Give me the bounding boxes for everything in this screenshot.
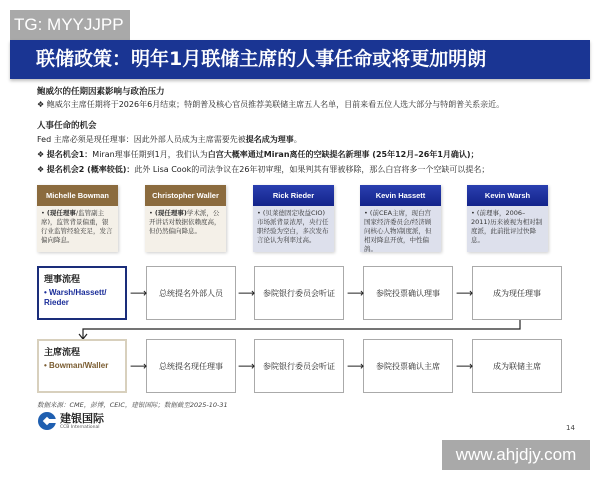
arrow-right-icon: ⟶ bbox=[456, 359, 474, 373]
candidate-card-bowman bbox=[37, 185, 118, 252]
diamond-bullet-icon: ❖ bbox=[37, 100, 47, 109]
flow1-step: 参院银行委员会听证 bbox=[254, 266, 344, 320]
flow-title: 主席流程 bbox=[44, 348, 81, 358]
flow-title: 理事流程 bbox=[44, 275, 81, 285]
source-note: 数据来源：CME，彭博，CEIC，建银国际；数据截至2025-10-31 bbox=[37, 401, 228, 409]
subtitle-text: Warsh/Hassett/ Rieder bbox=[44, 288, 107, 307]
arrow-right-icon: ⟶ bbox=[347, 359, 365, 373]
desc: 学术派，公开讲话对数据依赖度高，但仍然偏向降息。 bbox=[149, 209, 221, 235]
tag: (现任理事) bbox=[154, 209, 187, 217]
opportunity-2 bbox=[37, 164, 489, 175]
arrow-right-icon: ⟶ bbox=[238, 286, 256, 300]
desc: /监管副主席)，监管背景偏重，银行业监管经验充足，发言偏向降息。 bbox=[41, 209, 113, 244]
candidate-name: Kevin Warsh bbox=[467, 185, 548, 206]
section1-bullet bbox=[37, 99, 504, 110]
governor-process-label bbox=[37, 266, 127, 320]
watermark-top: TG: MYYJJPP bbox=[10, 10, 130, 40]
candidate-name: Rick Rieder bbox=[253, 185, 334, 206]
candidate-desc: • (现任理事/监管副主席)，监管背景偏重，银行业监管经验充足，发言偏向降息。 bbox=[37, 206, 118, 252]
page-number: 14 bbox=[566, 424, 575, 432]
flow1-step: 总统提名外部人员 bbox=[146, 266, 236, 320]
intro-bold: 提名成为理事 bbox=[245, 135, 294, 144]
label: 提名机会2 (概率较低)： bbox=[46, 165, 135, 174]
candidate-card-waller bbox=[145, 185, 226, 252]
section2-intro bbox=[37, 134, 302, 145]
candidate-name: Kevin Hassett bbox=[360, 185, 441, 206]
candidate-desc: • (现任理事)学术派，公开讲话对数据依赖度高，但仍然偏向降息。 bbox=[145, 206, 226, 252]
section2-heading: 人事任命的机会 bbox=[37, 121, 97, 131]
subtitle-text: Bowman/Waller bbox=[49, 361, 109, 370]
arrow-right-icon: ⟶ bbox=[347, 286, 365, 300]
desc: (前理事，2006–2011)历来被视为相对制度派，此前批评过快降息。 bbox=[471, 209, 543, 244]
arrow-right-icon: ⟶ bbox=[130, 359, 148, 373]
watermark-bottom: www.ahjdjy.com bbox=[442, 440, 590, 470]
flow2-step: 参院投票确认主席 bbox=[363, 339, 453, 393]
logo-en: CCB International bbox=[60, 424, 100, 430]
intro-end: 。 bbox=[293, 135, 302, 144]
arrow-right-icon: ⟶ bbox=[456, 286, 474, 300]
candidate-desc: • (贝莱德固定收益CIO)市场派背景浓厚，央行任职经验为空白，多次发布言论认为利率过高。 bbox=[253, 206, 334, 252]
desc: (前CEA主席，现白宫国家经济委员会/经济顾问核心人物)制度派，但相对降息开放，中性偏鸽。 bbox=[364, 209, 432, 253]
tag: (现任理事 bbox=[46, 209, 76, 217]
ccb-logo-icon bbox=[37, 411, 57, 431]
flow2-step: 参院银行委员会听证 bbox=[254, 339, 344, 393]
ccb-logo bbox=[37, 411, 104, 431]
flow1-step: 成为现任理事 bbox=[472, 266, 562, 320]
candidate-desc: • (前理事，2006–2011)历来被视为相对制度派，此前批评过快降息。 bbox=[467, 206, 548, 252]
arrow-right-icon: ⟶ bbox=[238, 359, 256, 373]
flow-subtitle: • Bowman/Waller bbox=[44, 361, 109, 370]
diamond-bullet-icon: ❖ bbox=[37, 165, 47, 174]
arrow-right-icon: ⟶ bbox=[130, 286, 148, 300]
candidate-card-warsh bbox=[467, 185, 548, 252]
candidate-name: Michelle Bowman bbox=[37, 185, 118, 206]
chair-process-label bbox=[37, 339, 127, 393]
candidate-card-rieder bbox=[253, 185, 334, 252]
candidate-name: Christopher Waller bbox=[145, 185, 226, 206]
text: Miran理事任期到1月，我们认为 bbox=[92, 150, 208, 159]
desc: (贝莱德固定收益CIO)市场派背景浓厚，央行任职经验为空白，多次发布言论认为利率过高。 bbox=[257, 209, 329, 244]
bullet-text: 鲍威尔主席任期将于2026年6月结束；特朗普及核心官员推荐美联储主席五人名单，目前来看五位人选大部分与特朗普关系亲近。 bbox=[46, 100, 505, 109]
candidate-desc: • (前CEA主席，现白宫国家经济委员会/经济顾问核心人物)制度派，但相对降息开放，中性偏鸽。 bbox=[360, 206, 441, 252]
text-bold: 白宫大概率通过Miran离任的空缺提名新理事 (25年12月–26年1月确认)； bbox=[207, 150, 479, 159]
text: 此外 Lisa Cook的司法争议在26年初审理，如果判其有罪被移除，那么白宫将多一个空缺可以提名； bbox=[134, 165, 490, 174]
flow-subtitle: • Warsh/Hassett/ Rieder bbox=[44, 288, 107, 307]
flow2-step: 总统提名现任理事 bbox=[146, 339, 236, 393]
flow1-step: 参院投票确认理事 bbox=[363, 266, 453, 320]
opportunity-1 bbox=[37, 149, 479, 160]
label: 提名机会1： bbox=[46, 150, 93, 159]
page-title: 联储政策：明年1月联储主席的人事任命或将更加明朗 bbox=[10, 40, 590, 79]
section1-heading: 鲍威尔的任期因素影响与政治压力 bbox=[37, 87, 165, 97]
logo-cn: 建银国际 bbox=[60, 411, 104, 425]
candidate-card-hassett bbox=[360, 185, 441, 252]
flow2-step: 成为联储主席 bbox=[472, 339, 562, 393]
intro-text: Fed 主席必须是现任理事：因此外部人员成为主席需要先被 bbox=[37, 135, 246, 144]
diamond-bullet-icon: ❖ bbox=[37, 150, 47, 159]
